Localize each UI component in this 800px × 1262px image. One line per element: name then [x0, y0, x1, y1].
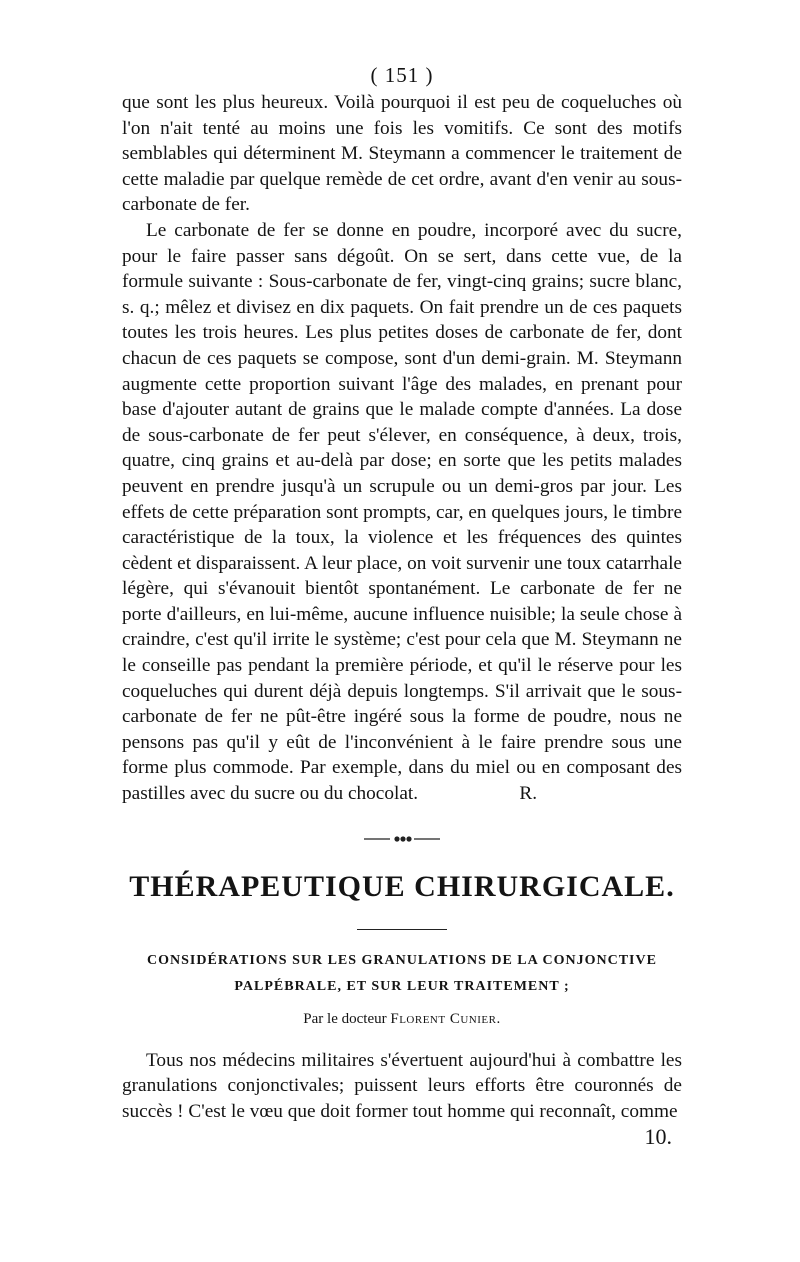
signature-mark: 10. — [644, 1124, 672, 1150]
article-title — [122, 948, 682, 1000]
author-line — [122, 1008, 682, 1030]
article-title-line-1: CONSIDÉRATIONS SUR LES GRANULATIONS DE LA CONJONCTIVE — [147, 952, 657, 968]
page-number: ( 151 ) — [370, 63, 434, 87]
ornament-divider-icon — [362, 834, 442, 844]
document-page — [122, 60, 682, 1150]
author-prefix: Par le docteur — [303, 1010, 387, 1027]
author-name: Florent Cunier. — [390, 1010, 501, 1027]
title-rule — [357, 929, 447, 930]
paragraph-2-text: Le carbonate de fer se donne en poudre, incorporé avec du sucre, pour le faire passer sans dégoût. On se sert, dans cette vue, de la formule suivante : Sous-carbonate de fer, vingt-cinq grains; sucre blanc, s. q.; mêlez et divisez en dix paquets. On fait prendre un de ces paquets toutes les trois heures. Les plus petites doses de carbonate de fer, dont chacun de ces paquets se compose, sont d'un demi-grain. M. Steymann augmente cette proportion suivant l'âge des malades, en prenant pour base d'ajouter autant de grains que le malade compte d'années. La dose de sous-carbonate de fer peut s'élever, en conséquence, à deux, trois, quatre, cinq grains et au-delà par dose; en sorte que les petits malades peuvent en prendre jusqu'à un scrupule ou un demi-gros par jour. Les effets de cette préparation sont prompts, car, en quelques jours, le timbre caractéristique de la toux, la violence et les fréquences des quintes cèdent et disparaissent. A leur place, on voit survenir une toux catarrhale légère, qui s'évanouit bientôt spontanément. Le carbonate de fer ne porte d'ailleurs, en lui-même, aucune influence nuisible; la seule chose à craindre, c'est qu'il irrite le système; c'est pour cela que M. Steymann ne le conseille pas pendant la première période, et qu'il le réserve pour les coqueluches qui durent déjà depuis longtemps. S'il arrivait que le sous-carbonate de fer ne pût-être ingéré sous la forme de poudre, nous ne pensons pas qu'il y eût de l'inconvénient à le faire prendre sous une forme plus commode. Par exemple, dans du miel ou en composant des pastilles avec du sucre ou du chocolat. — [122, 219, 682, 805]
paragraph-2-signature: R. — [519, 783, 538, 805]
section-ornament — [122, 829, 682, 849]
article-title-line-2: PALPÉBRALE, ET SUR LEUR TRAITEMENT ; — [234, 978, 570, 994]
paragraph-1: que sont les plus heureux. Voilà pourquoi il est peu de coqueluches où l'on n'ait tenté au moins une fois les vomitifs. Ce sont des motifs semblables qui déterminent M. Steymann a commencer le traitement de cette maladie par quelque remède de cet ordre, avant d'en venir au sous-carbonate de fer. — [122, 92, 682, 216]
paragraph-2 — [122, 218, 682, 807]
section-title: THÉRAPEUTIQUE CHIRURGICALE. — [129, 869, 675, 903]
article-paragraph-1: Tous nos médecins militaires s'évertuent aujourd'hui à combattre les granulations conjonctivales; puissent leurs efforts être couronnés de succès ! C'est le vœu que doit former tout homme qui reconnaît, comme — [122, 1049, 682, 1122]
